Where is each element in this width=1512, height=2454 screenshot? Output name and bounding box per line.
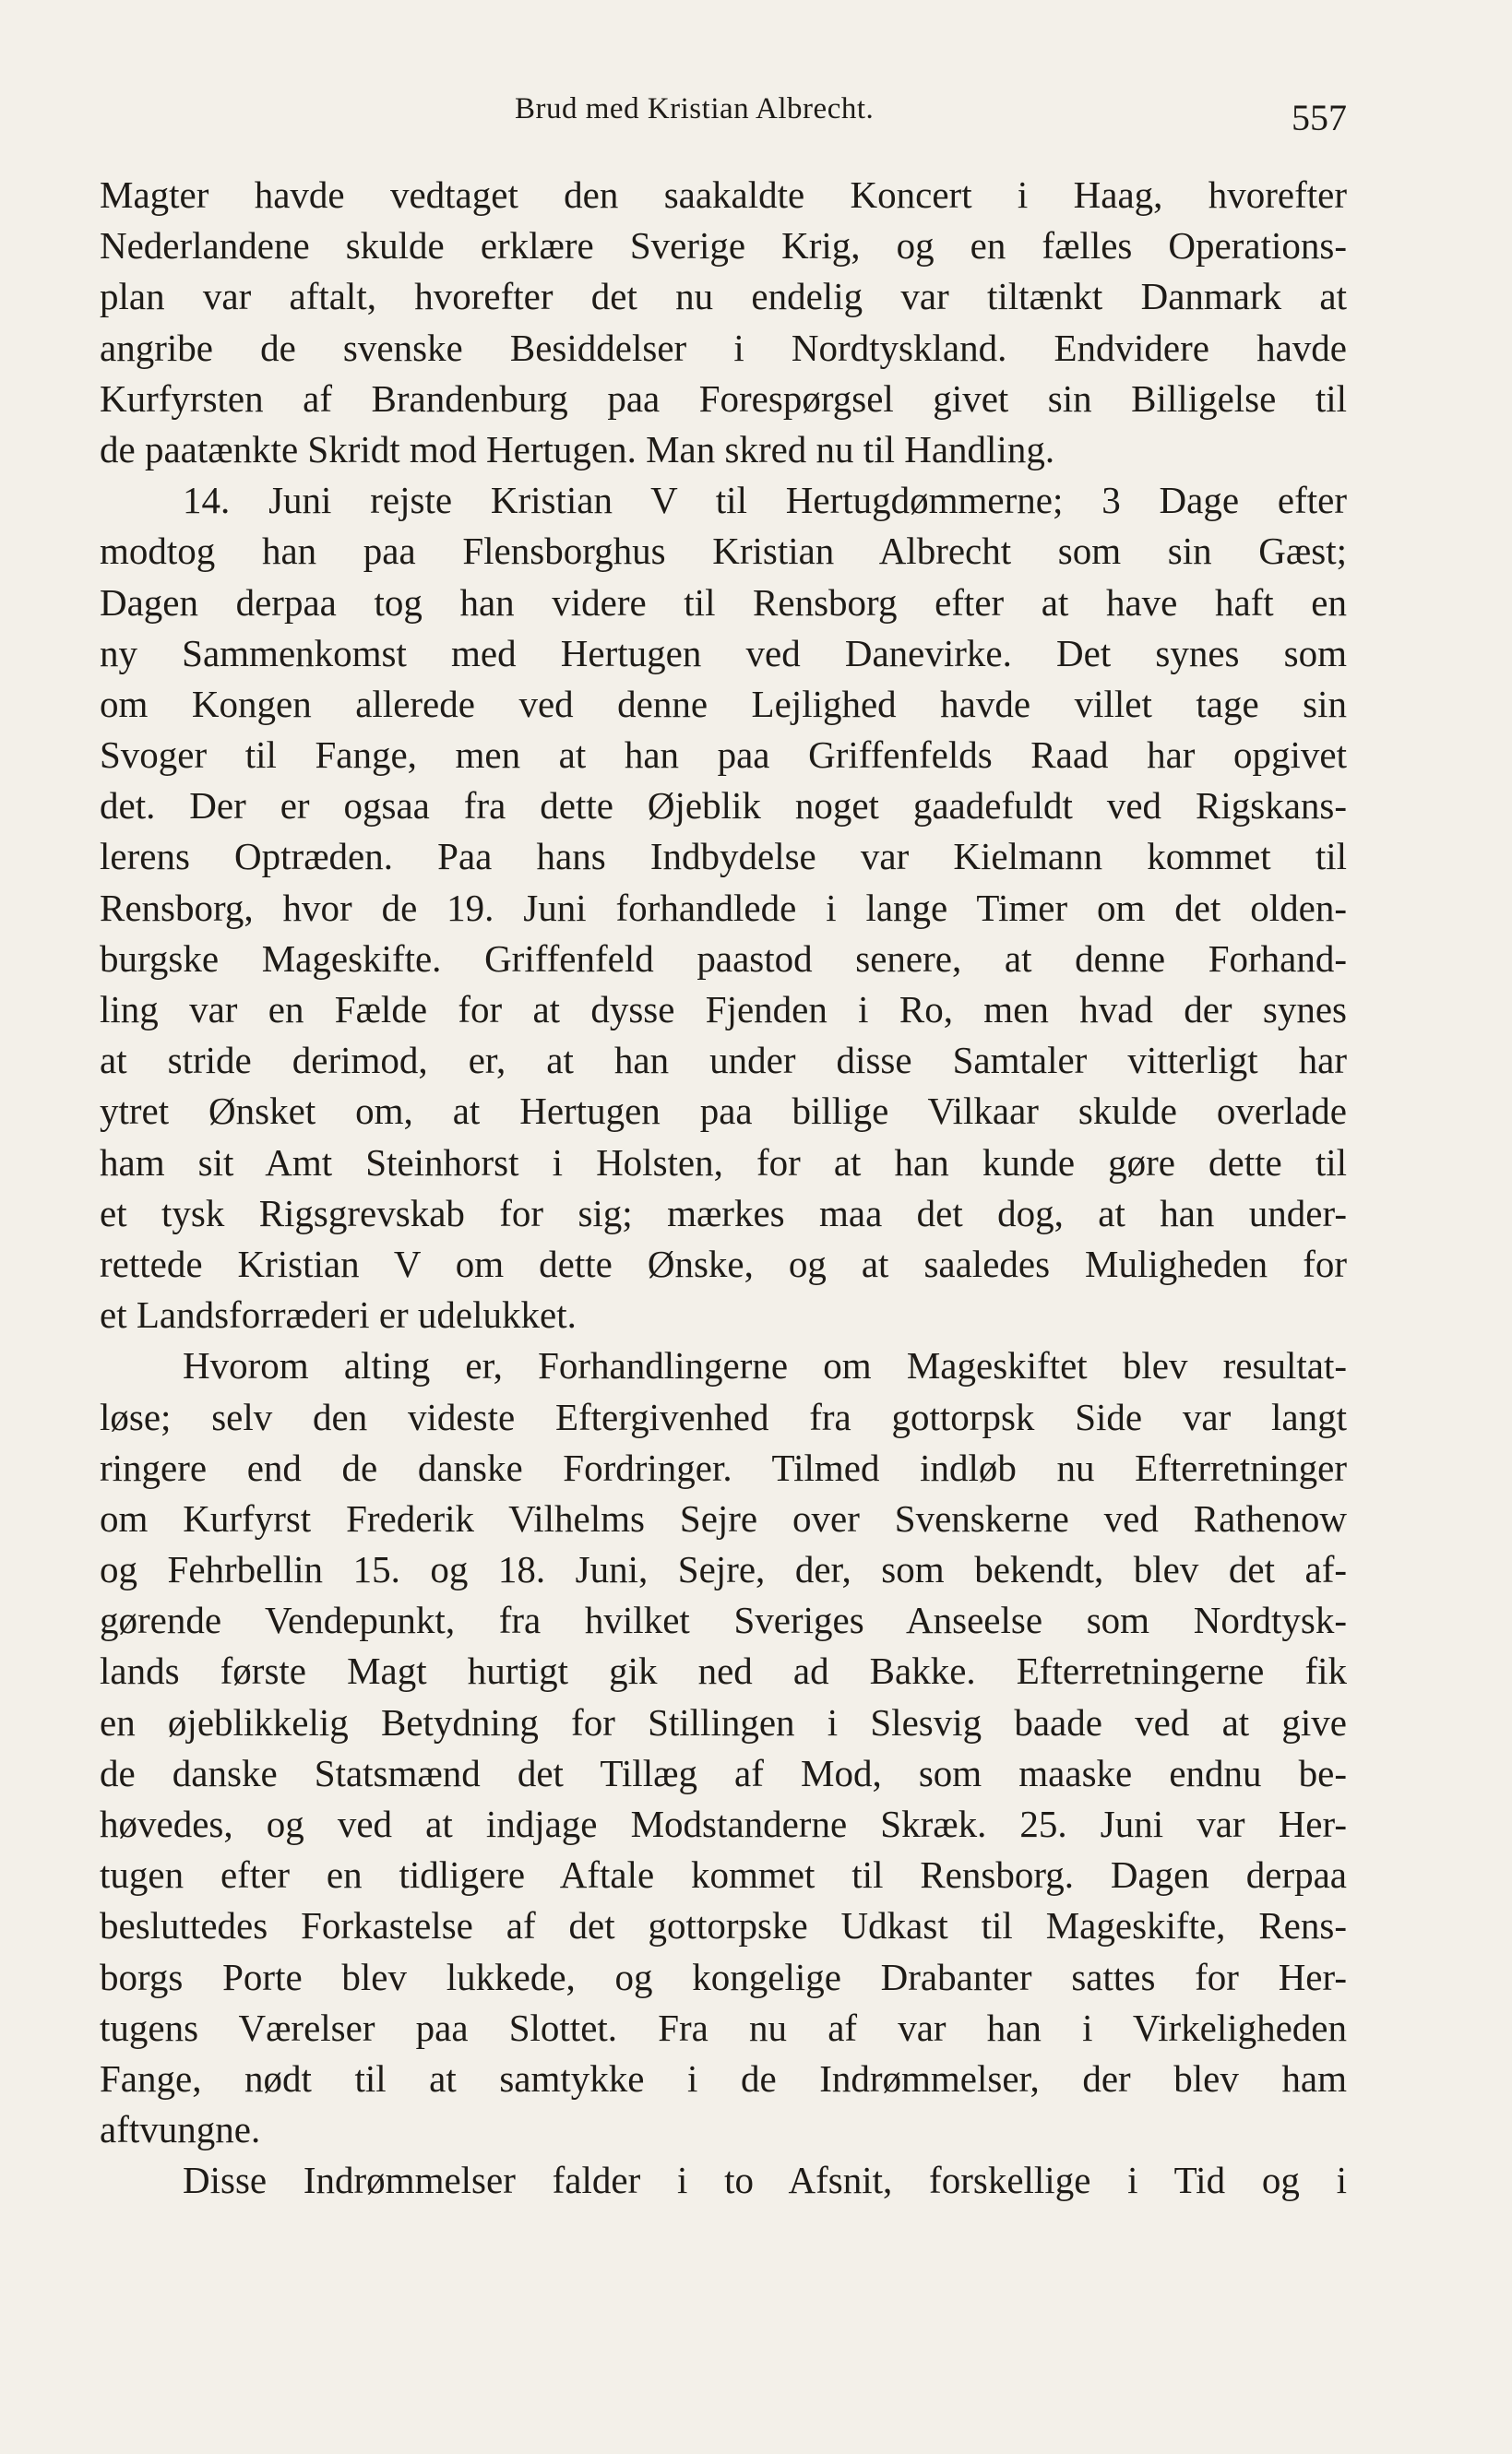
text-line: om Kongen allerede ved denne Lejlighed havde villet tage sin (100, 682, 1347, 725)
body-text (100, 170, 1347, 2207)
text-line: ringere end de danske Fordringer. Tilmed indløb nu Efterretninger (100, 1446, 1347, 1489)
text-line: 14. Juni rejste Kristian V til Hertugdømmerne; 3 Dage efter (183, 479, 1347, 522)
text-line: tugen efter en tidligere Aftale kommet til Rensborg. Dagen derpaa (100, 1853, 1347, 1897)
page-number: 557 (1292, 97, 1347, 138)
text-line: besluttedes Forkastelse af det gottorpske Udkast til Mageskifte, Rens- (100, 1904, 1347, 1948)
text-line: ytret Ønsket om, at Hertugen paa billige Vilkaar skulde overlade (100, 1090, 1347, 1133)
text-line: Dagen derpaa tog han videre til Rensborg efter at have haft en (100, 580, 1347, 624)
running-title: Brud med Kristian Albrecht. (515, 92, 875, 125)
text-line: lands første Magt hurtigt gik ned ad Bakke. Efterretningerne fik (100, 1650, 1347, 1693)
text-line: løse; selv den videste Eftergivenhed fra gottorpsk Side var langt (100, 1395, 1347, 1438)
text-line: ham sit Amt Steinhorst i Holsten, for at han kunde gøre dette til (100, 1140, 1347, 1184)
text-line: plan var aftalt, hvorefter det nu endelig var tiltænkt Danmark at (100, 275, 1347, 318)
text-line: tugens Værelser paa Slottet. Fra nu af var han i Virkeligheden (100, 2006, 1347, 2049)
text-line: et Landsforræderi er udelukket. (100, 1293, 577, 1337)
text-line: Rensborg, hvor de 19. Juni forhandlede i lange Timer om det olden- (100, 886, 1347, 929)
text-line: Disse Indrømmelser falder i to Afsnit, forskellige i Tid og i (183, 2159, 1347, 2202)
text-line: Magter havde vedtaget den saakaldte Koncert i Haag, hvorefter (100, 173, 1347, 216)
text-line: ny Sammenkomst med Hertugen ved Danevirke. Det synes som (100, 631, 1347, 674)
text-line: Svoger til Fange, men at han paa Griffenfelds Raad har opgivet (100, 733, 1347, 777)
text-line: lerens Optræden. Paa hans Indbydelse var Kielmann kommet til (100, 835, 1347, 878)
text-line: gørende Vendepunkt, fra hvilket Sveriges Anseelse som Nordtysk- (100, 1599, 1347, 1642)
text-line: burgske Mageskifte. Griffenfeld paastod senere, at denne Forhand- (100, 936, 1347, 980)
text-line: aftvungne. (100, 2108, 261, 2151)
text-line: Hvorom alting er, Forhandlingerne om Mageskiftet blev resultat- (183, 1344, 1347, 1388)
text-line: de danske Statsmænd det Tillæg af Mod, som maaske endnu be- (100, 1751, 1347, 1794)
text-line: borgs Porte blev lukkede, og kongelige Drabanter sattes for Her- (100, 1955, 1347, 1998)
text-line: høvedes, og ved at indjage Modstanderne Skræk. 25. Juni var Her- (100, 1803, 1347, 1845)
text-line: Nederlandene skulde erklære Sverige Krig, og en fælles Operations- (100, 224, 1347, 268)
text-line: det. Der er ogsaa fra dette Øjeblik noget gaadefuldt ved Rigskans- (100, 784, 1347, 828)
text-line: et tysk Rigsgrevskab for sig; mærkes maa det dog, at han under- (100, 1191, 1347, 1234)
text-line: og Fehrbellin 15. og 18. Juni, Sejre, der, som bekendt, blev det af- (100, 1548, 1347, 1591)
text-line: om Kurfyrst Frederik Vilhelms Sejre over Svenskerne ved Rathenow (100, 1496, 1347, 1540)
text-line: at stride derimod, er, at han under disse Samtaler vitterligt har (100, 1039, 1347, 1082)
page-header (100, 85, 1347, 140)
text-line: rettede Kristian V om dette Ønske, og at saaledes Muligheden for (100, 1242, 1347, 1285)
text-line: Fange, nødt til at samtykke i de Indrømmelser, der blev ham (100, 2056, 1347, 2100)
text-line: modtog han paa Flensborghus Kristian Albrecht som sin Gæst; (100, 530, 1347, 573)
text-line: ling var en Fælde for at dysse Fjenden i Ro, men hvad der synes (100, 988, 1347, 1030)
text-line: angribe de svenske Besiddelser i Nordtyskland. Endvidere havde (100, 326, 1347, 369)
text-line: en øjeblikkelig Betydning for Stillingen i Slesvig baade ved at give (100, 1700, 1347, 1744)
text-line: Kurfyrsten af Brandenburg paa Forespørgsel givet sin Billigelse til (100, 376, 1347, 420)
text-line: de paatænkte Skridt mod Hertugen. Man skred nu til Handling. (100, 427, 1055, 471)
